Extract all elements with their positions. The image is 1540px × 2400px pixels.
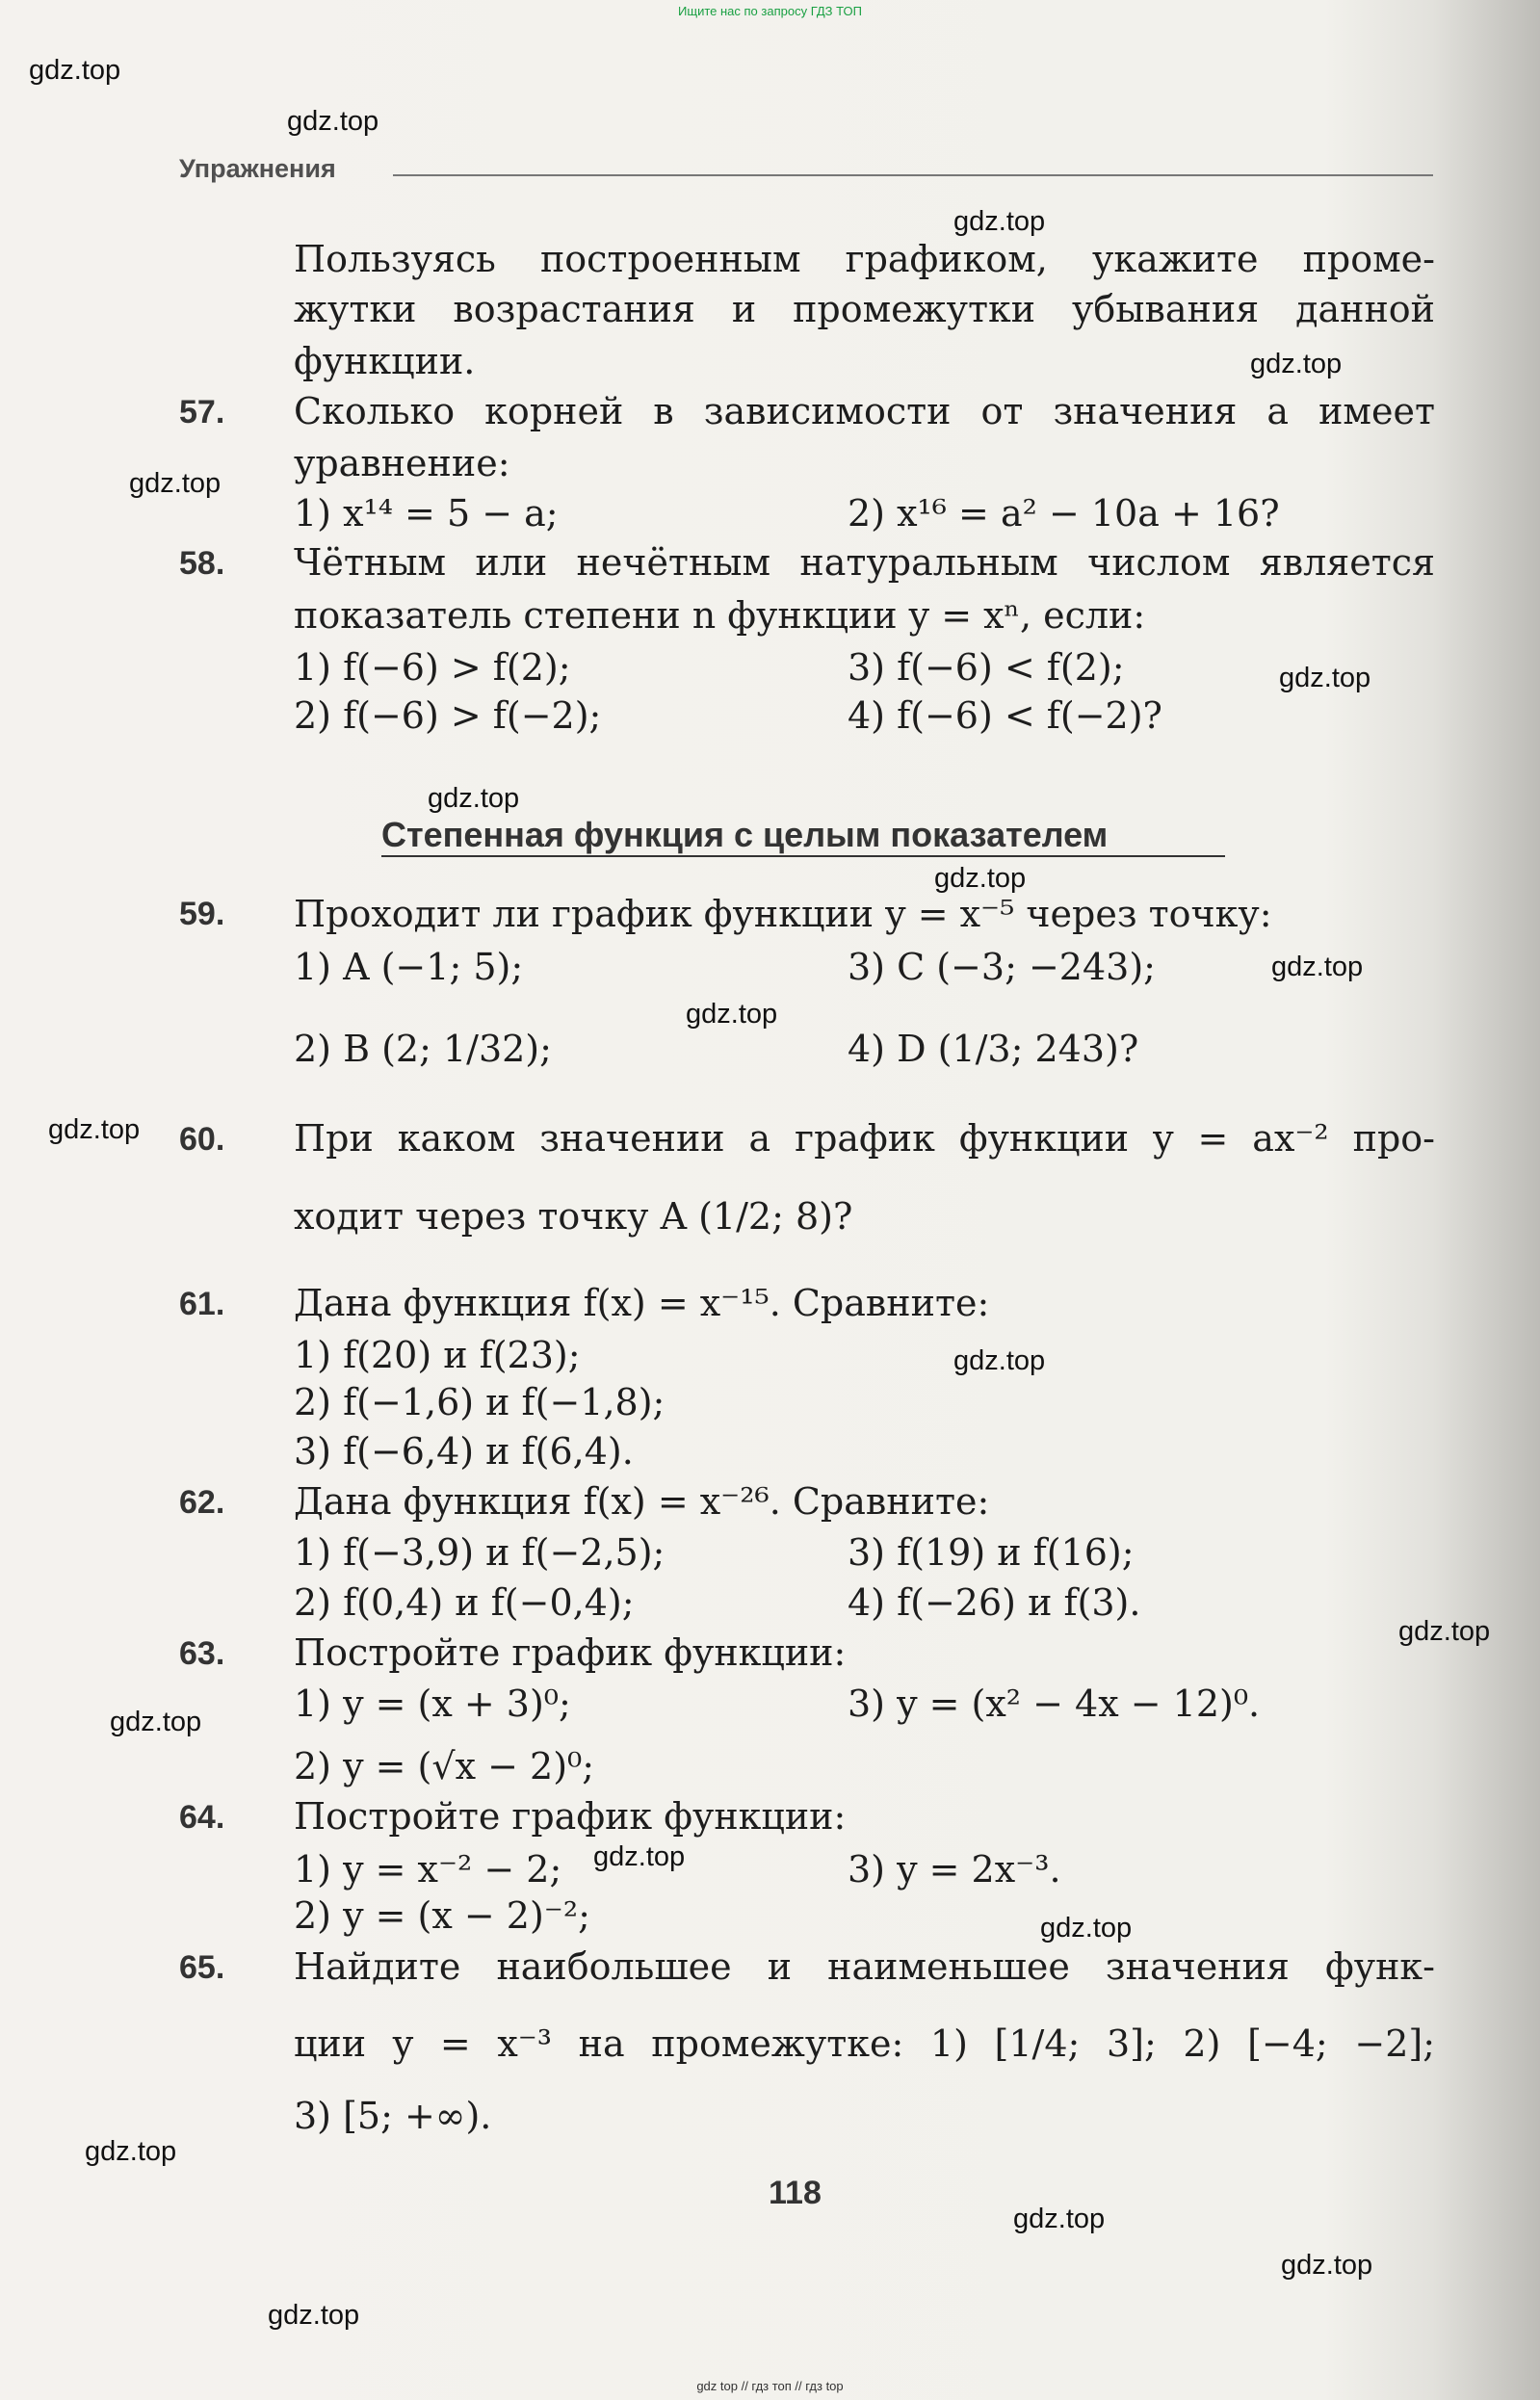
intro-line: Пользуясь построенным графиком, укажите проме- [294, 238, 1435, 280]
exercise-number: 65. [179, 1949, 225, 1986]
exercise-item: 1) y = (x + 3)⁰; [294, 1683, 571, 1725]
exercise-item: 1) f(20) и f(23); [294, 1334, 581, 1376]
exercise-item: 2) B (2; 1/32); [294, 1028, 552, 1070]
page-number: 118 [769, 2175, 822, 2211]
exercise-item: 1) x¹⁴ = 5 − a; [294, 492, 559, 535]
exercise-item: 1) y = x⁻² − 2; [294, 1848, 562, 1891]
exercise-text: уравнение: [294, 442, 510, 484]
watermark: gdz.top [1040, 1913, 1133, 1943]
exercise-text: Дана функция f(x) = x⁻¹⁵. Сравните: [294, 1282, 990, 1324]
exercise-item: 3) y = (x² − 4x − 12)⁰. [848, 1683, 1261, 1725]
exercise-item: 2) x¹⁶ = a² − 10a + 16? [848, 492, 1280, 535]
watermark: gdz.top [1013, 2204, 1106, 2234]
exercise-number: 59. [179, 896, 225, 932]
exercise-text: показатель степени n функции y = xⁿ, если: [294, 594, 1146, 637]
exercise-item: 3) y = 2x⁻³. [848, 1848, 1061, 1891]
watermark: gdz.top [110, 1707, 202, 1737]
exercise-item: 3) f(−6,4) и f(6,4). [294, 1430, 634, 1473]
exercise-item: 3) C (−3; −243); [848, 946, 1156, 988]
watermark: gdz.top [953, 206, 1046, 237]
section-title: Упражнения [179, 154, 336, 183]
bottom-banner-link[interactable]: gdz top // гдз топ // гдз top [696, 2379, 844, 2393]
exercise-number: 60. [179, 1121, 225, 1158]
exercise-text: Сколько корней в зависимости от значения a имеет [294, 390, 1435, 432]
exercise-item: 1) A (−1; 5); [294, 946, 524, 988]
topic-heading-underline [381, 855, 1225, 857]
intro-line: функции. [294, 340, 476, 382]
exercise-item: 2) y = (x − 2)⁻²; [294, 1894, 590, 1937]
exercise-text: Проходит ли график функции y = x⁻⁵ через точку: [294, 893, 1272, 935]
watermark: gdz.top [48, 1114, 141, 1145]
watermark: gdz.top [593, 1841, 686, 1872]
exercise-text: Постройте график функции: [294, 1631, 847, 1674]
section-rule [393, 174, 1433, 176]
exercise-item: 2) y = (√x − 2)⁰; [294, 1745, 595, 1787]
watermark: gdz.top [85, 2136, 177, 2167]
watermark: gdz.top [287, 106, 379, 137]
exercise-item: 4) f(−26) и f(3). [848, 1581, 1141, 1624]
exercise-number: 63. [179, 1635, 225, 1672]
exercise-item: 3) f(19) и f(16); [848, 1531, 1135, 1574]
exercise-item: 4) D (1/3; 243)? [848, 1028, 1139, 1070]
watermark: gdz.top [268, 2300, 360, 2331]
watermark: gdz.top [953, 1345, 1046, 1376]
watermark: gdz.top [1398, 1616, 1491, 1647]
exercise-text: Чётным или нечётным натуральным числом является [294, 541, 1435, 584]
exercise-text: Найдите наибольшее и наименьшее значения функ- [294, 1945, 1435, 1988]
top-banner-link[interactable]: Ищите нас по запросу ГДЗ ТОП [678, 4, 862, 18]
exercise-text: Постройте график функции: [294, 1795, 847, 1838]
exercise-item: 1) f(−6) > f(2); [294, 646, 571, 689]
exercise-text: Дана функция f(x) = x⁻²⁶. Сравните: [294, 1480, 990, 1523]
exercise-item: 2) f(−6) > f(−2); [294, 694, 602, 737]
watermark: gdz.top [428, 783, 520, 814]
exercise-number: 64. [179, 1799, 225, 1836]
exercise-item: 3) f(−6) < f(2); [848, 646, 1125, 689]
exercise-number: 58. [179, 545, 225, 582]
exercise-text: ходит через точку A (1/2; 8)? [294, 1195, 853, 1238]
exercise-text: ции y = x⁻³ на промежутке: 1) [1/4; 3]; 2) [−4; −2]; [294, 2022, 1435, 2065]
intro-line: жутки возрастания и промежутки убывания данной [294, 288, 1435, 330]
exercise-item: 2) f(0,4) и f(−0,4); [294, 1581, 635, 1624]
exercise-number: 61. [179, 1286, 225, 1322]
exercise-text: 3) [5; +∞). [294, 2095, 492, 2137]
watermark: gdz.top [686, 999, 778, 1030]
watermark: gdz.top [1250, 349, 1343, 379]
exercise-number: 57. [179, 394, 225, 430]
watermark: gdz.top [1279, 663, 1371, 693]
exercise-item: 2) f(−1,6) и f(−1,8); [294, 1381, 666, 1423]
watermark: gdz.top [1281, 2250, 1373, 2281]
exercise-item: 1) f(−3,9) и f(−2,5); [294, 1531, 666, 1574]
watermark: gdz.top [1271, 952, 1364, 982]
exercise-item: 4) f(−6) < f(−2)? [848, 694, 1162, 737]
topic-heading: Степенная функция с целым показателем [381, 815, 1109, 854]
exercise-number: 62. [179, 1484, 225, 1521]
watermark: gdz.top [934, 863, 1027, 894]
watermark: gdz.top [29, 55, 121, 86]
exercise-text: При каком значении a график функции y = ax⁻² про- [294, 1117, 1435, 1160]
watermark: gdz.top [129, 468, 222, 499]
